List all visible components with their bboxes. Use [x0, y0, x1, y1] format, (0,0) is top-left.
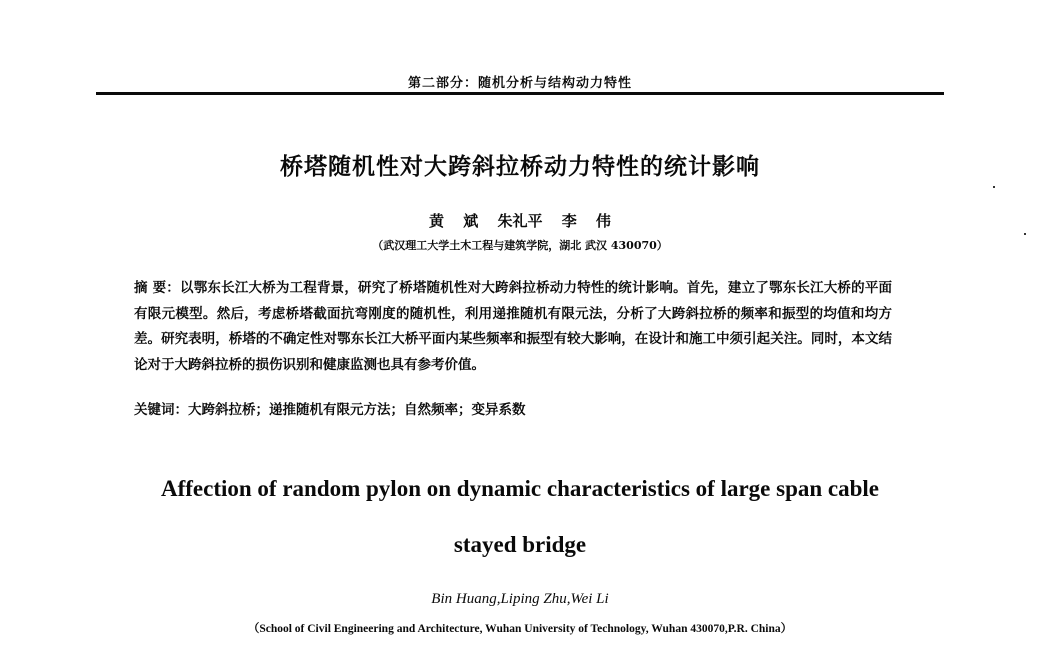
- keywords-label: 关键词：: [134, 402, 188, 418]
- chinese-keywords: [134, 398, 892, 418]
- chinese-abstract: [134, 276, 892, 378]
- english-authors: Bin Huang,Liping Zhu,Wei Li: [431, 591, 609, 607]
- scan-speck: [1024, 233, 1026, 235]
- chinese-affiliation: （武汉理工大学土木工程与建筑学院，湖北 武汉 430070）: [372, 239, 668, 252]
- english-title-line1: Affection of random pylon on dynamic characteristics of large span cable: [160, 476, 880, 501]
- chinese-title: 桥塔随机性对大跨斜拉桥动力特性的统计影响: [280, 154, 760, 180]
- running-header: 第二部分：随机分析与结构动力特性: [407, 76, 632, 91]
- abstract-text: 以鄂东长江大桥为工程背景，研究了桥塔随机性对大跨斜拉桥动力特性的统计影响。首先，建立了鄂东长江大桥的平面有限元模型。然后，考虑桥塔截面抗弯刚度的随机性，利用递推随机有限元法，分析了大跨斜拉桥的频率和振型的均值和均方差。研究表明，桥塔的不确定性对鄂东长江大桥平面内某些频率和振型有较大影响，在设计和施工中须引起关注。同时，本文结论对于大跨斜拉桥的损伤识别和健康监测也具有参考价值。: [134, 280, 893, 373]
- english-affiliation: （School of Civil Engineering and Architecture, Wuhan University of Technology, Wuhan 430070,P.R. China）: [247, 623, 793, 635]
- english-title-line2: stayed bridge: [453, 532, 587, 557]
- abstract-label: 摘 要：: [134, 280, 180, 296]
- chinese-authors: 黄 斌 朱礼平 李 伟: [429, 212, 611, 230]
- scan-speck: [993, 186, 995, 188]
- keywords-text: 大跨斜拉桥；递推随机有限元方法；自然频率；变异系数: [188, 402, 526, 418]
- header-rule: [96, 92, 944, 95]
